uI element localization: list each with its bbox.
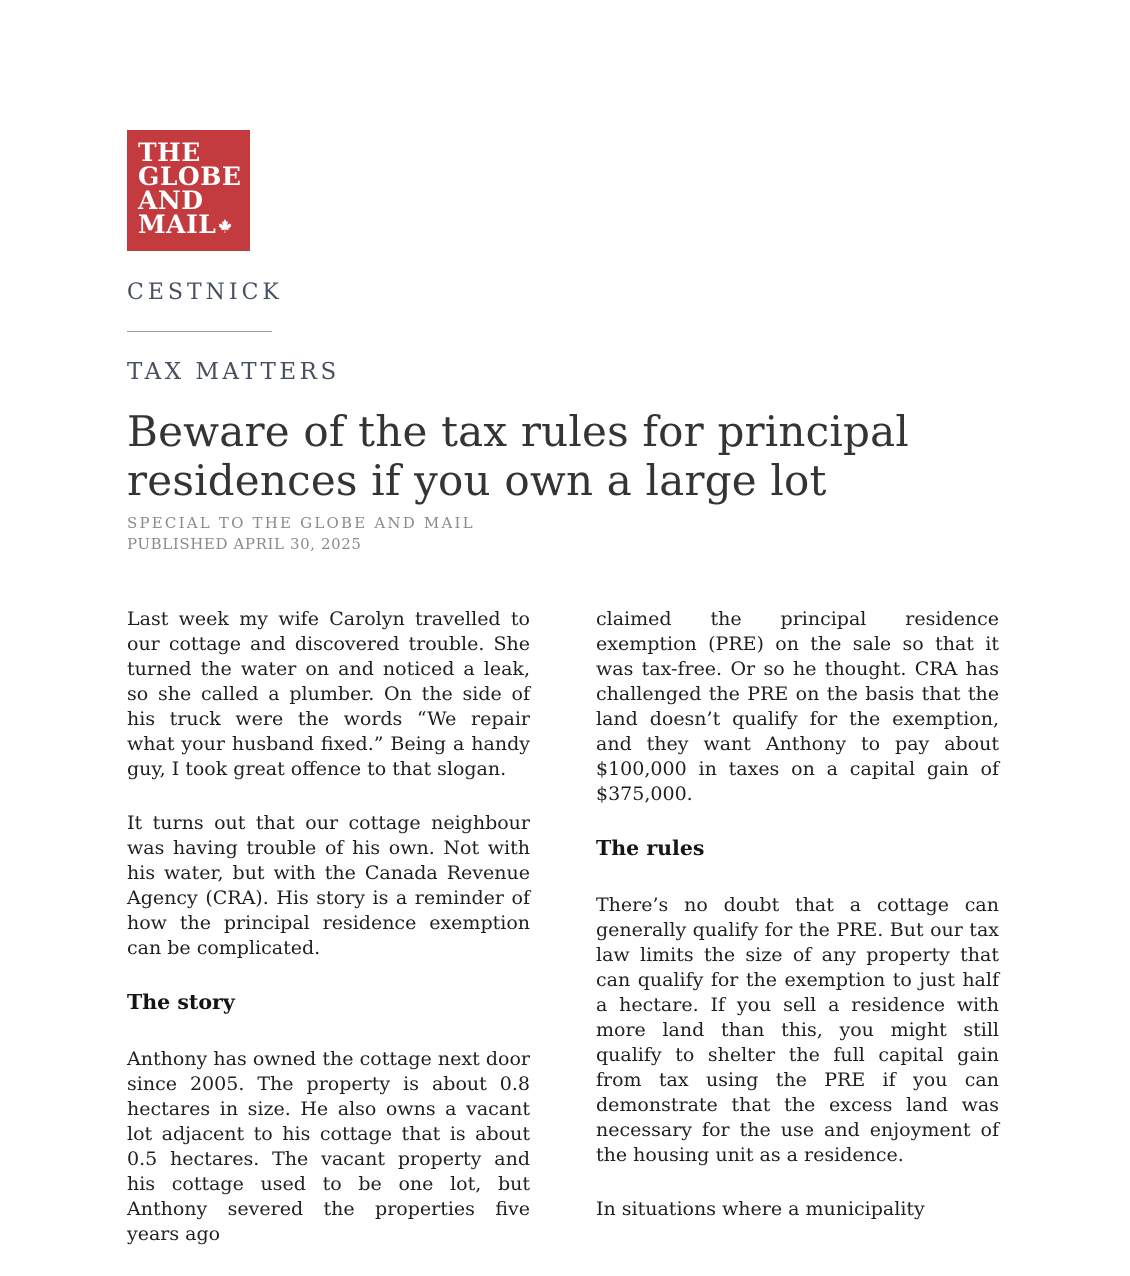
- maple-leaf-icon: [218, 219, 232, 233]
- article-title: Beware of the tax rules for principal residences if you own a large lot: [127, 407, 910, 505]
- globe-and-mail-logo: [127, 130, 250, 251]
- logo-line: MAIL: [138, 213, 244, 237]
- column-left: [127, 607, 530, 1276]
- section-kicker: TAX MATTERS: [127, 359, 340, 385]
- byline: SPECIAL TO THE GLOBE AND MAIL: [127, 514, 475, 532]
- publish-date: PUBLISHED APRIL 30, 2025: [127, 535, 362, 553]
- paragraph: There’s no doubt that a cottage can generally qualify for the PRE. But our tax law limits the size of any property that can qualify for the exemption to just half a hectare. If you sell a residence with more land than this, you might still qualify to shelter the full capital gain from tax using the PRE if you can demonstrate that the excess land was necessary for the use and enjoyment of the housing unit as a residence.: [596, 894, 999, 1166]
- paragraph: claimed the principal residence exemption (PRE) on the sale so that it was tax-free. Or so he thought. CRA has challenged the PRE on the basis that the land doesn’t qualify for the exemption, and they want Anthony to pay about $100,000 in taxes on a capital gain of $375,000.: [596, 608, 999, 805]
- logo-line: GLOBE: [138, 162, 242, 191]
- paragraph: It turns out that our cottage neighbour was having trouble of his own. Not with his water, but with the Canada Revenue Agency (CRA). His story is a reminder of how the principal residence exemption can be complicated.: [127, 812, 530, 959]
- column-right: [596, 607, 999, 1276]
- logo-line: THE: [138, 138, 201, 167]
- section-heading: The rules: [596, 836, 705, 860]
- section-heading: The story: [127, 990, 235, 1014]
- author-name: CESTNICK: [127, 280, 283, 305]
- logo-line: AND: [138, 186, 204, 215]
- article-body: [127, 607, 1130, 1276]
- paragraph: In situations where a municipality: [596, 1198, 925, 1220]
- paragraph: Last week my wife Carolyn travelled to our cottage and discovered trouble. She turned the water on and noticed a leak, so she called a plumber. On the side of his truck were the words “We repair what your husband fixed.” Being a handy guy, I took great offence to that slogan.: [127, 608, 530, 780]
- paragraph: Anthony has owned the cottage next door since 2005. The property is about 0.8 hectares in size. He also owns a vacant lot adjacent to his cottage that is about 0.5 hectares. The vacant property and his cottage used to be one lot, but Anthony severed the properties five years ago: [127, 1048, 530, 1245]
- divider-rule: [127, 331, 272, 332]
